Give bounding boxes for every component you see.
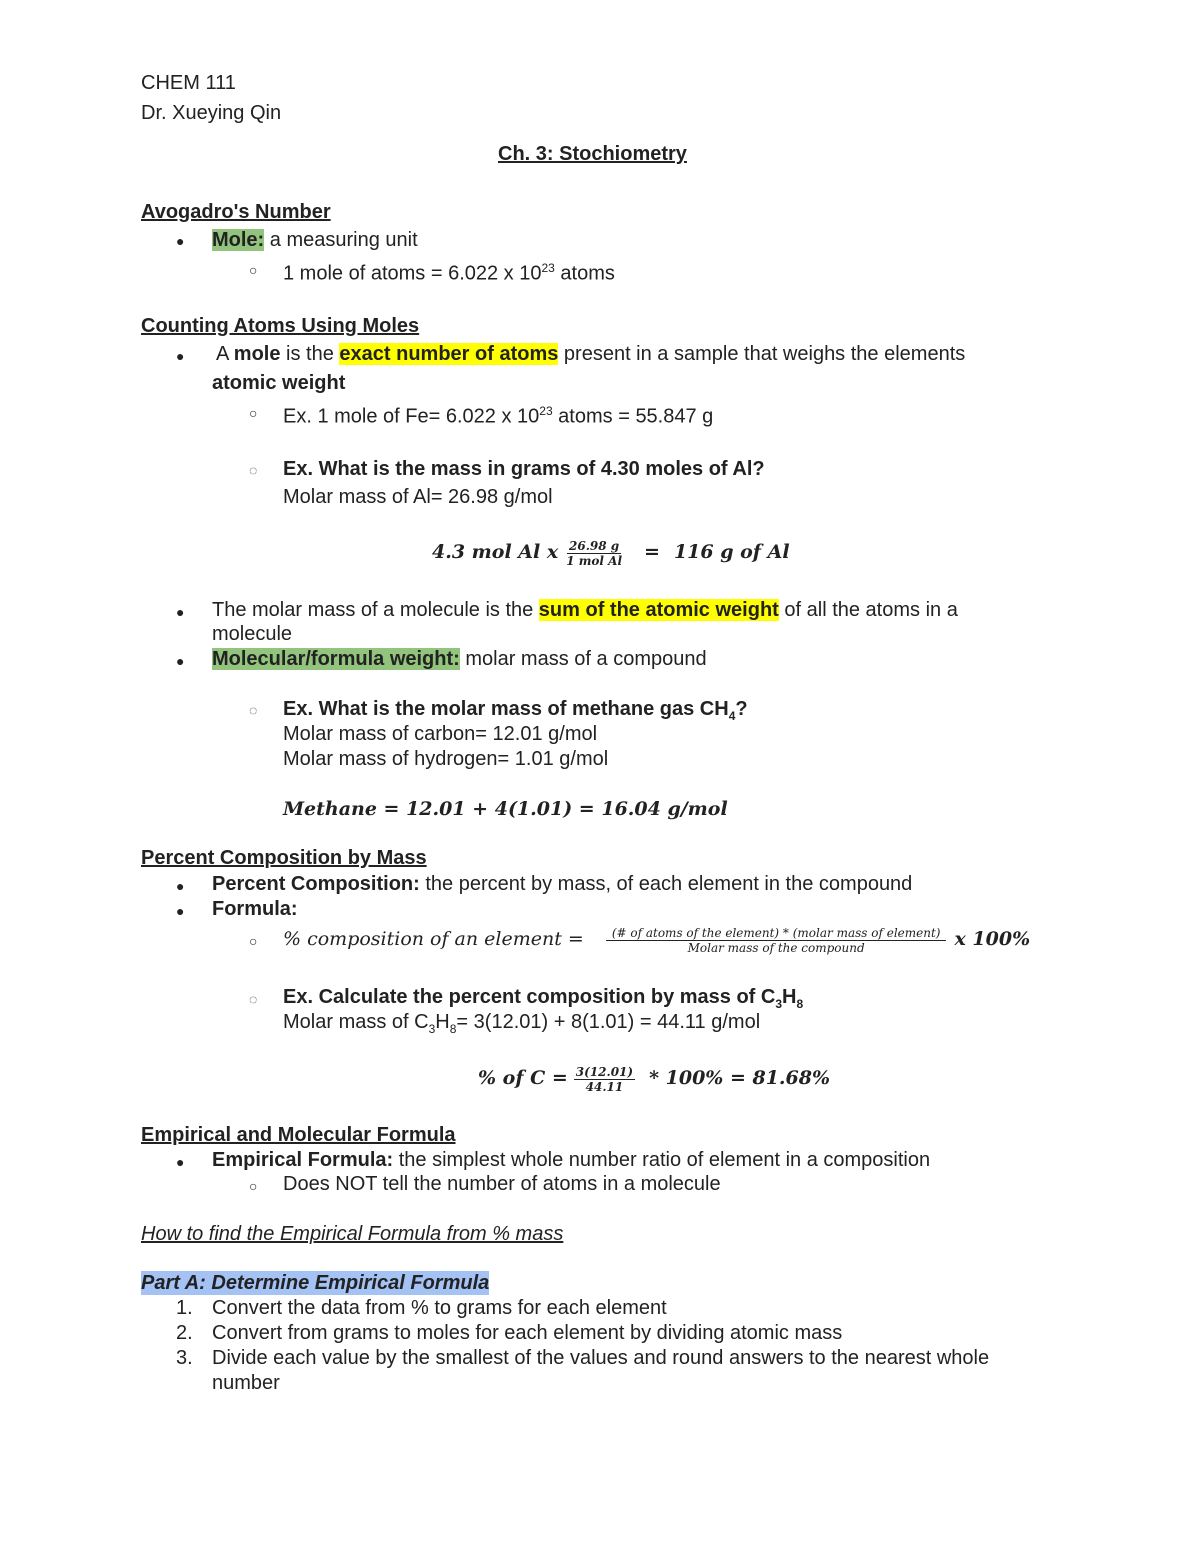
course-code: CHEM 111 [141, 72, 236, 94]
t: = 3(12.01) + 8(1.01) = 44.11 g/mol [456, 1011, 761, 1033]
sub: 8 [449, 1022, 457, 1036]
bullet-icon: ● [176, 233, 185, 249]
formula-label: Formula: [212, 898, 298, 920]
mole-atoms [283, 256, 615, 286]
c3h8-molar-mass [283, 1010, 760, 1041]
t: the simplest whole number ratio of element in a composition [393, 1149, 931, 1171]
step-number: 2. [176, 1322, 193, 1344]
t: Ex. 1 mole of Fe= 6.022 x 10 [283, 405, 540, 428]
t: = [644, 541, 660, 563]
bullet-icon: ● [176, 653, 185, 669]
empirical-note: Does NOT tell the number of atoms in a molecule [283, 1173, 721, 1195]
circle-bullet-icon: ○ [249, 262, 258, 278]
instructor-name: Dr. Xueying Qin [141, 102, 282, 124]
equation-methane: Methane = 12.01 + 4(1.01) = 16.04 g/mol [283, 798, 728, 820]
page-title: Ch. 3: Stochiometry [498, 143, 687, 165]
t: x 100% [954, 928, 1031, 950]
circle-bullet-icon: ○ [249, 405, 258, 421]
mole-exact-number [216, 342, 965, 366]
circle-bullet-icon: ○ [249, 933, 258, 949]
t: mole [233, 343, 281, 365]
t: The molar mass of a molecule is the [212, 599, 539, 621]
percent-composition-def [212, 872, 912, 896]
t: molar mass of a compound [459, 648, 707, 670]
term: Molecular/formula weight: [212, 648, 460, 670]
fraction [564, 539, 624, 568]
circle-bullet-icon: ○ [249, 1178, 258, 1194]
sub: 3 [775, 997, 783, 1011]
mole-atoms-b: atoms [554, 262, 615, 285]
mole-def: a measuring unit [264, 229, 418, 251]
term: Empirical Formula: [212, 1149, 394, 1171]
numerator: (# of atoms of the element) * (molar mass of element) [606, 926, 947, 941]
sub: 4 [728, 709, 736, 723]
t: ? [735, 698, 748, 720]
t: the percent by mass, of each element in the compound [419, 873, 913, 895]
t: 116 g of Al [673, 541, 790, 563]
exp: 23 [539, 404, 553, 418]
sub: 3 [428, 1022, 436, 1036]
mole-term: Mole: [212, 229, 265, 251]
step-number: 1. [176, 1297, 193, 1319]
t: Ex. Calculate the percent composition by mass of C [283, 986, 776, 1008]
molecular-weight [212, 647, 707, 671]
molecule-word: molecule [212, 623, 293, 645]
exp: 23 [541, 261, 555, 275]
equation-percent-c [478, 1062, 830, 1094]
fe-example [283, 399, 713, 429]
term: Percent Composition: [212, 873, 420, 895]
carbon-molar-mass: Molar mass of carbon= 12.01 g/mol [283, 723, 598, 745]
bullet-icon: ● [176, 878, 185, 894]
t: present in a sample that weighs the elements [558, 343, 966, 365]
sub: 8 [796, 997, 804, 1011]
percent-formula [283, 923, 1030, 955]
t: Molar mass of C [283, 1011, 429, 1033]
empirical-def [212, 1148, 930, 1172]
denominator: Molar mass of the compound [687, 940, 865, 955]
step-item: Convert from grams to moles for each element by dividing atomic mass [212, 1322, 843, 1344]
t: atoms = 55.847 g [552, 405, 714, 428]
heading-counting-atoms: Counting Atoms Using Moles [141, 315, 420, 337]
numerator: 26.98 g [569, 538, 620, 553]
al-molar-mass: Molar mass of Al= 26.98 g/mol [283, 486, 553, 508]
highlight: sum of the atomic weight [538, 599, 779, 621]
heading-percent-composition: Percent Composition by Mass [141, 847, 427, 869]
t: H [435, 1011, 450, 1033]
t: % composition of an element = [283, 928, 584, 950]
t: 4.3 mol Al x [432, 541, 559, 563]
dotted-circle-icon: ◌ [249, 991, 258, 1007]
denominator: 1 mol Al [566, 553, 623, 568]
step-item: Divide each value by the smallest of the values and round answers to the nearest whole [212, 1347, 990, 1369]
dotted-circle-icon: ◌ [249, 702, 258, 718]
step-item-cont: number [212, 1372, 280, 1394]
step-item: Convert the data from % to grams for each element [212, 1297, 667, 1319]
equation-al [432, 537, 790, 568]
step-number: 3. [176, 1347, 193, 1369]
t: is the [280, 343, 340, 365]
t: H [782, 986, 797, 1008]
molar-mass-sum [212, 598, 958, 622]
bullet-icon: ● [176, 604, 185, 620]
howto-link: How to find the Empirical Formula from % mass [141, 1223, 564, 1245]
bullet-icon: ● [176, 348, 185, 364]
atomic-weight: atomic weight [212, 372, 346, 394]
highlight: exact number of atoms [339, 343, 559, 365]
t: % of C = [478, 1067, 568, 1089]
hydrogen-molar-mass: Molar mass of hydrogen= 1.01 g/mol [283, 748, 609, 770]
fraction [606, 926, 947, 955]
t: Ex. What is the molar mass of methane gas CH [283, 698, 729, 720]
dotted-circle-icon: ◌ [249, 462, 258, 478]
mole-definition [212, 228, 418, 252]
bullet-icon: ● [176, 1154, 185, 1170]
heading-avogadro: Avogadro's Number [141, 201, 331, 223]
denominator: 44.11 [585, 1079, 624, 1094]
bullet-icon: ● [176, 903, 185, 919]
t: A [216, 343, 234, 365]
numerator: 3(12.01) [575, 1064, 634, 1079]
part-a-heading: Part A: Determine Empirical Formula [141, 1272, 490, 1294]
t: of all the atoms in a [778, 599, 958, 621]
mole-atoms-a: 1 mole of atoms = 6.022 x 10 [283, 262, 542, 285]
t: * 100% = 81.68% [649, 1067, 831, 1089]
heading-empirical: Empirical and Molecular Formula [141, 1124, 456, 1146]
al-question: Ex. What is the mass in grams of 4.30 moles of Al? [283, 458, 765, 480]
fraction [574, 1065, 635, 1094]
